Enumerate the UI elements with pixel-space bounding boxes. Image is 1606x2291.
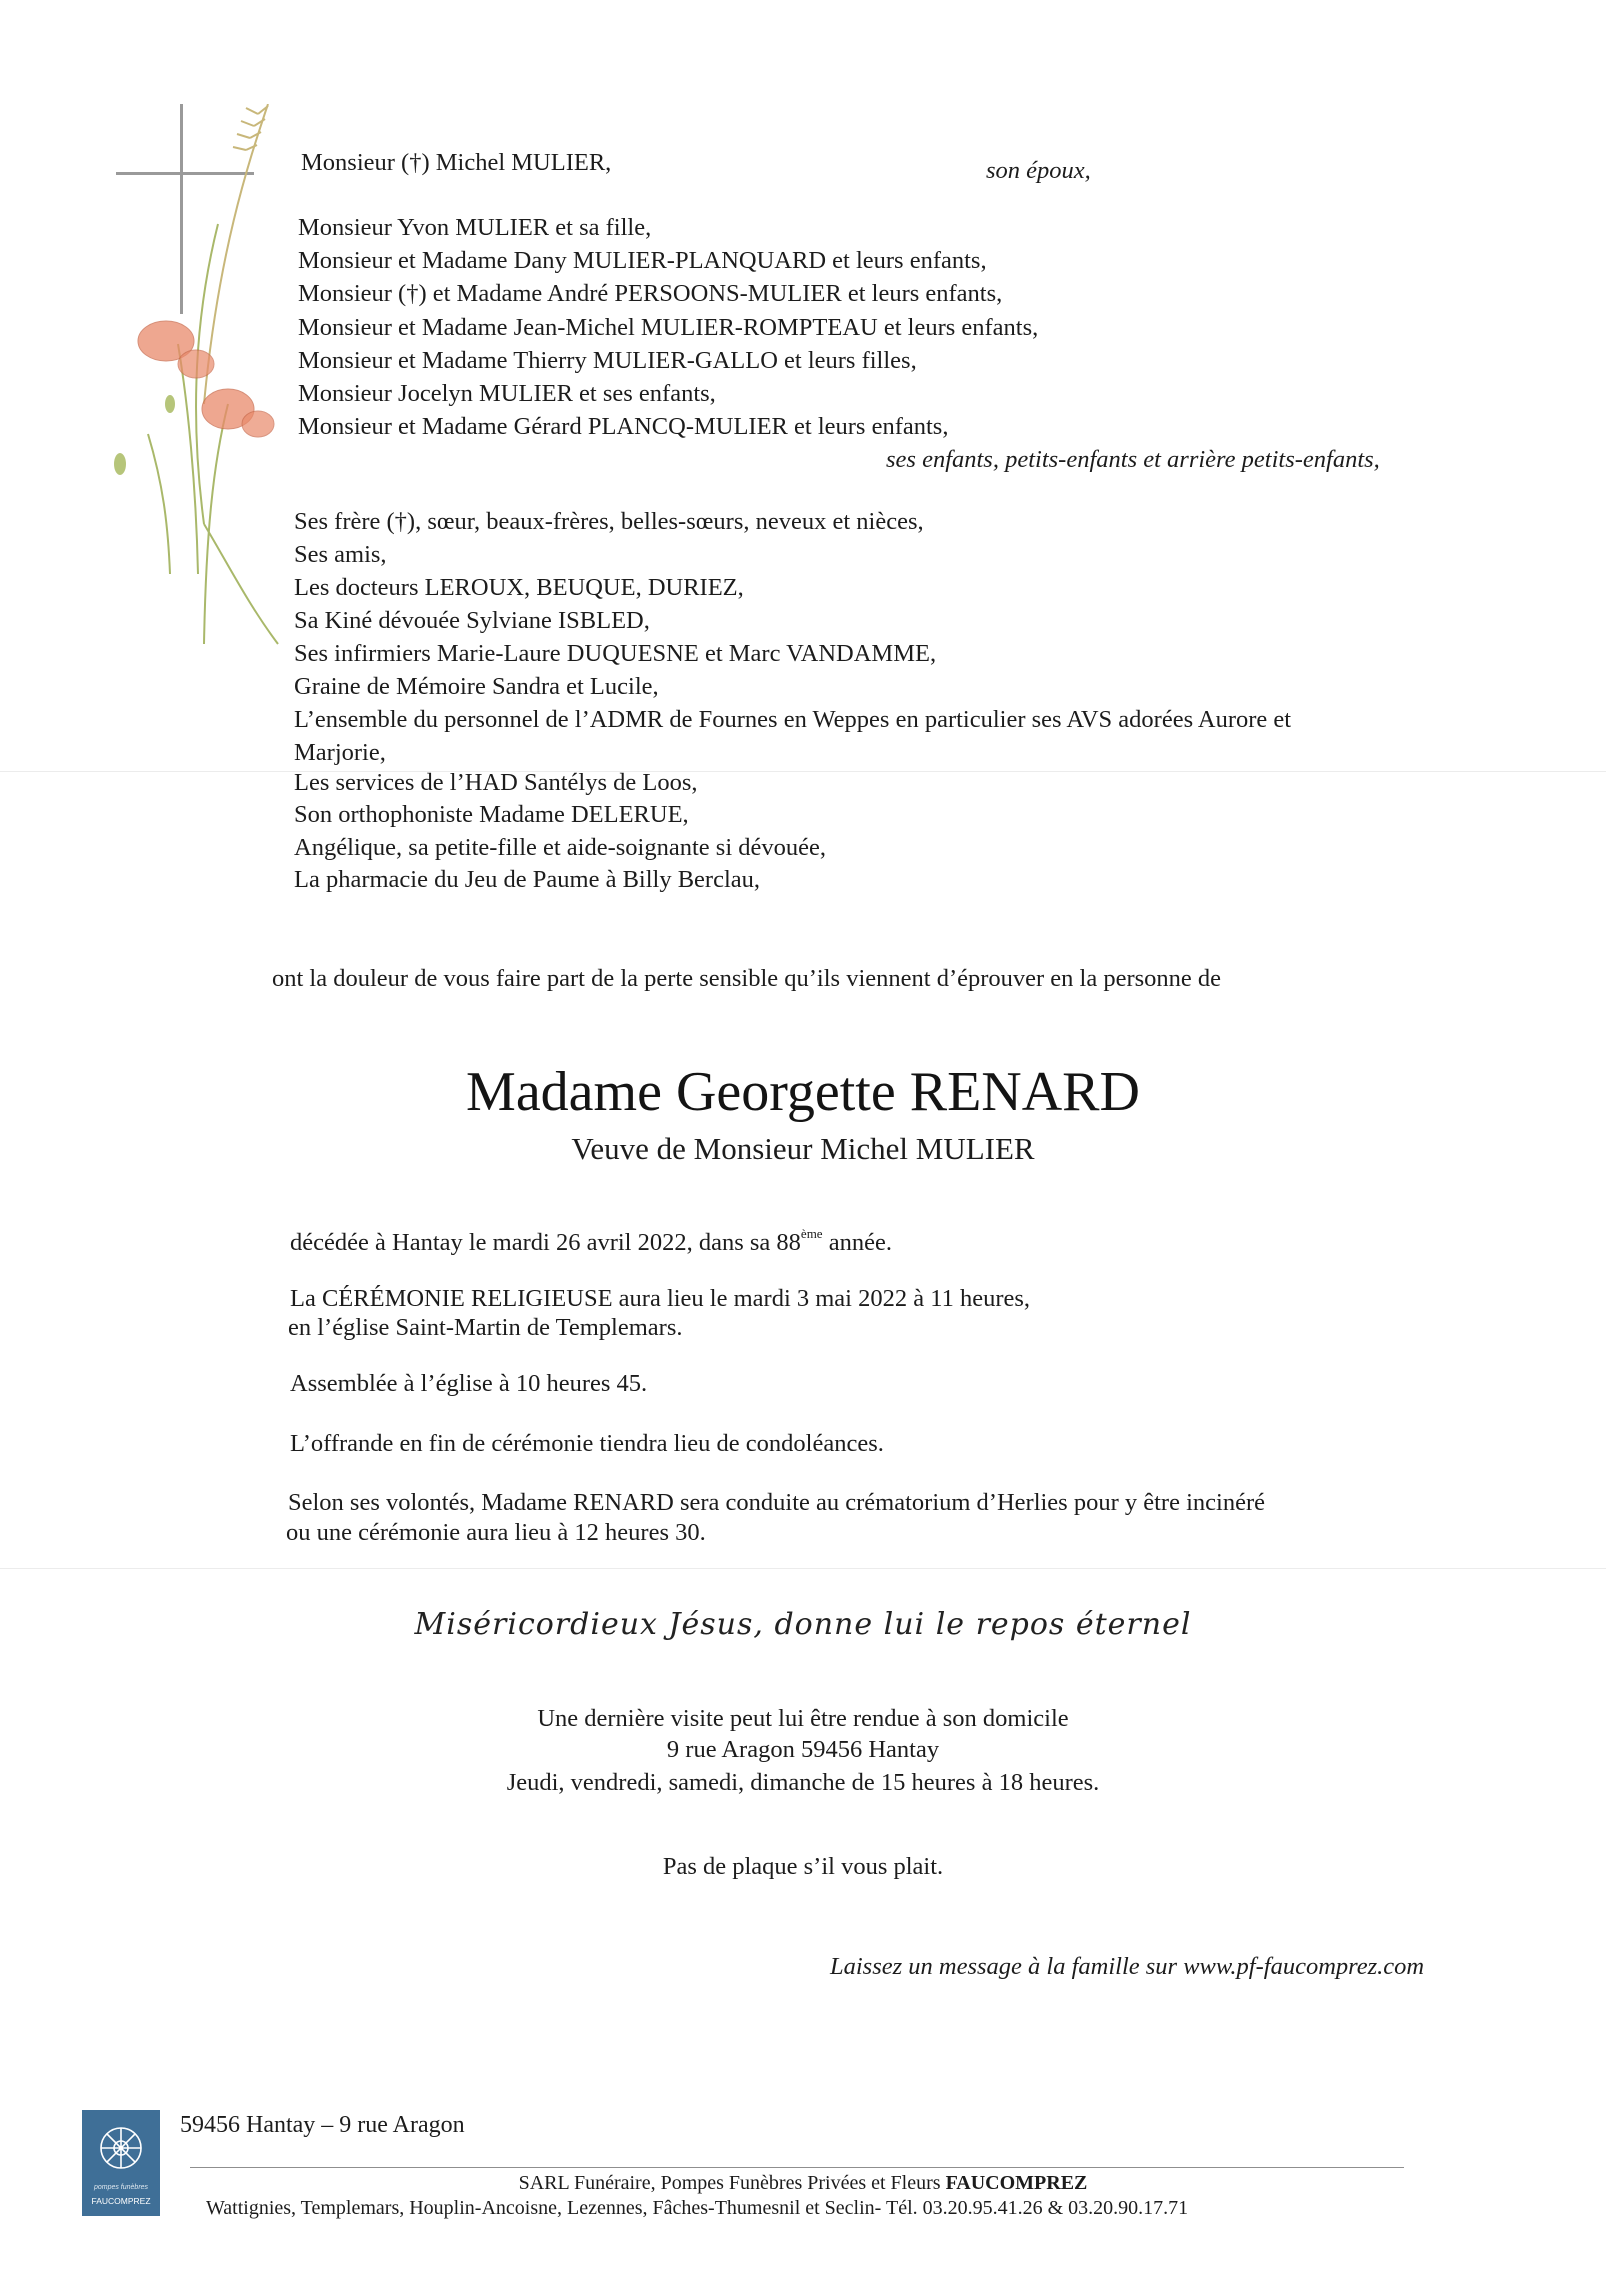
child-line: Monsieur et Madame Gérard PLANCQ-MULIER et leurs enfants, <box>298 413 949 440</box>
company-description: SARL Funéraire, Pompes Funèbres Privées et Fleurs <box>518 2172 946 2194</box>
death-superscript: ème <box>800 1226 823 1241</box>
death-text-end: année. <box>822 1229 892 1256</box>
cremation-line: Selon ses volontés, Madame RENARD sera conduite au crématorium d’Herlies pour y être incinéré <box>288 1489 1265 1516</box>
relative-line: Les services de l’HAD Santélys de Loos, <box>294 769 698 796</box>
death-text: décédée à Hantay le mardi 26 avril 2022, dans sa 88 <box>290 1229 801 1256</box>
relative-line: Ses infirmiers Marie-Laure DUQUESNE et Marc VANDAMME, <box>294 640 937 667</box>
relative-line: Angélique, sa petite-fille et aide-soignante si dévouée, <box>294 834 827 861</box>
cross-poppy-decoration <box>108 104 308 664</box>
child-line: Monsieur et Madame Dany MULIER-PLANQUARD et leurs enfants, <box>298 247 987 274</box>
relative-line: Ses amis, <box>294 541 387 568</box>
poppy-bud-icon <box>114 395 175 475</box>
deceased-name: Madame Georgette RENARD <box>466 1061 1140 1123</box>
child-line: Monsieur et Madame Thierry MULIER-GALLO et leurs filles, <box>298 347 917 374</box>
husband-line: Monsieur (†) Michel MULIER, <box>301 149 612 176</box>
company-name: FAUCOMPREZ <box>945 2172 1088 2194</box>
assembly-line: Assemblée à l’église à 10 heures 45. <box>290 1370 648 1397</box>
offering-line: L’offrande en fin de cérémonie tiendra lieu de condoléances. <box>290 1430 884 1457</box>
child-line: Monsieur (†) et Madame André PERSOONS-MULIER et leurs enfants, <box>298 280 1003 307</box>
child-line: Monsieur et Madame Jean-Michel MULIER-ROMPTEAU et leurs enfants, <box>298 314 1039 341</box>
ceremony-line: La CÉRÉMONIE RELIGIEUSE aura lieu le mardi 3 mai 2022 à 11 heures, <box>290 1285 1031 1312</box>
relative-line: Ses frère (†), sœur, beaux-frères, belles-sœurs, neveux et nièces, <box>294 508 924 535</box>
ceremony-line: en l’église Saint-Martin de Templemars. <box>288 1314 683 1341</box>
visit-address: 9 rue Aragon 59456 Hantay <box>666 1736 940 1763</box>
husband-role: son époux, <box>986 157 1091 184</box>
company-line <box>0 2171 1606 2195</box>
cross-icon <box>116 104 254 314</box>
footer-divider <box>190 2167 1404 2168</box>
logo-text-small: pompes funèbres <box>93 2184 149 2191</box>
deceased-subtitle: Veuve de Monsieur Michel MULIER <box>571 1131 1035 1166</box>
children-role: ses enfants, petits-enfants et arrière petits-enfants, <box>886 446 1380 473</box>
company-logo <box>82 2110 160 2216</box>
message-link-text: Laissez un message à la famille sur www.pf-faucomprez.com <box>830 1953 1425 1980</box>
announcement-text: ont la douleur de vous faire part de la perte sensible qu’ils viennent d’éprouver en la personne de <box>272 965 1222 992</box>
prayer-text: Miséricordieux Jésus, donne lui le repos éternel <box>414 1607 1192 1642</box>
relative-line: Son orthophoniste Madame DELERUE, <box>294 801 689 828</box>
cremation-line: ou une cérémonie aura lieu à 12 heures 30. <box>286 1519 706 1546</box>
death-notice <box>290 1228 892 1261</box>
relative-line: Marjorie, <box>294 739 386 766</box>
child-line: Monsieur Jocelyn MULIER et ses enfants, <box>298 380 716 407</box>
no-plaque-text: Pas de plaque s’il vous plait. <box>662 1853 944 1880</box>
relative-line: Sa Kiné dévouée Sylviane ISBLED, <box>294 607 650 634</box>
relative-line: Graine de Mémoire Sandra et Lucile, <box>294 673 659 700</box>
logo-text: FAUCOMPREZ <box>91 2196 151 2206</box>
relative-line: Les docteurs LEROUX, BEUQUE, DURIEZ, <box>294 574 744 601</box>
visit-line: Une dernière visite peut lui être rendue à son domicile <box>537 1705 1069 1732</box>
wheat-icon <box>204 104 268 404</box>
footer-address: 59456 Hantay – 9 rue Aragon <box>180 2112 465 2138</box>
company-locations: Wattignies, Templemars, Houplin-Ancoisne, Lezennes, Fâches-Thumesnil et Seclin- Tél. 03.20.95.41.26 & 03.20.90.17.71 <box>206 2197 1189 2219</box>
relative-line: L’ensemble du personnel de l’ADMR de Fournes en Weppes en particulier ses AVS adorées Aurore et <box>294 706 1292 733</box>
visit-hours: Jeudi, vendredi, samedi, dimanche de 15 heures à 18 heures. <box>506 1769 1100 1796</box>
relative-line: La pharmacie du Jeu de Paume à Billy Berclau, <box>294 866 761 893</box>
child-line: Monsieur Yvon MULIER et sa fille, <box>298 214 652 241</box>
